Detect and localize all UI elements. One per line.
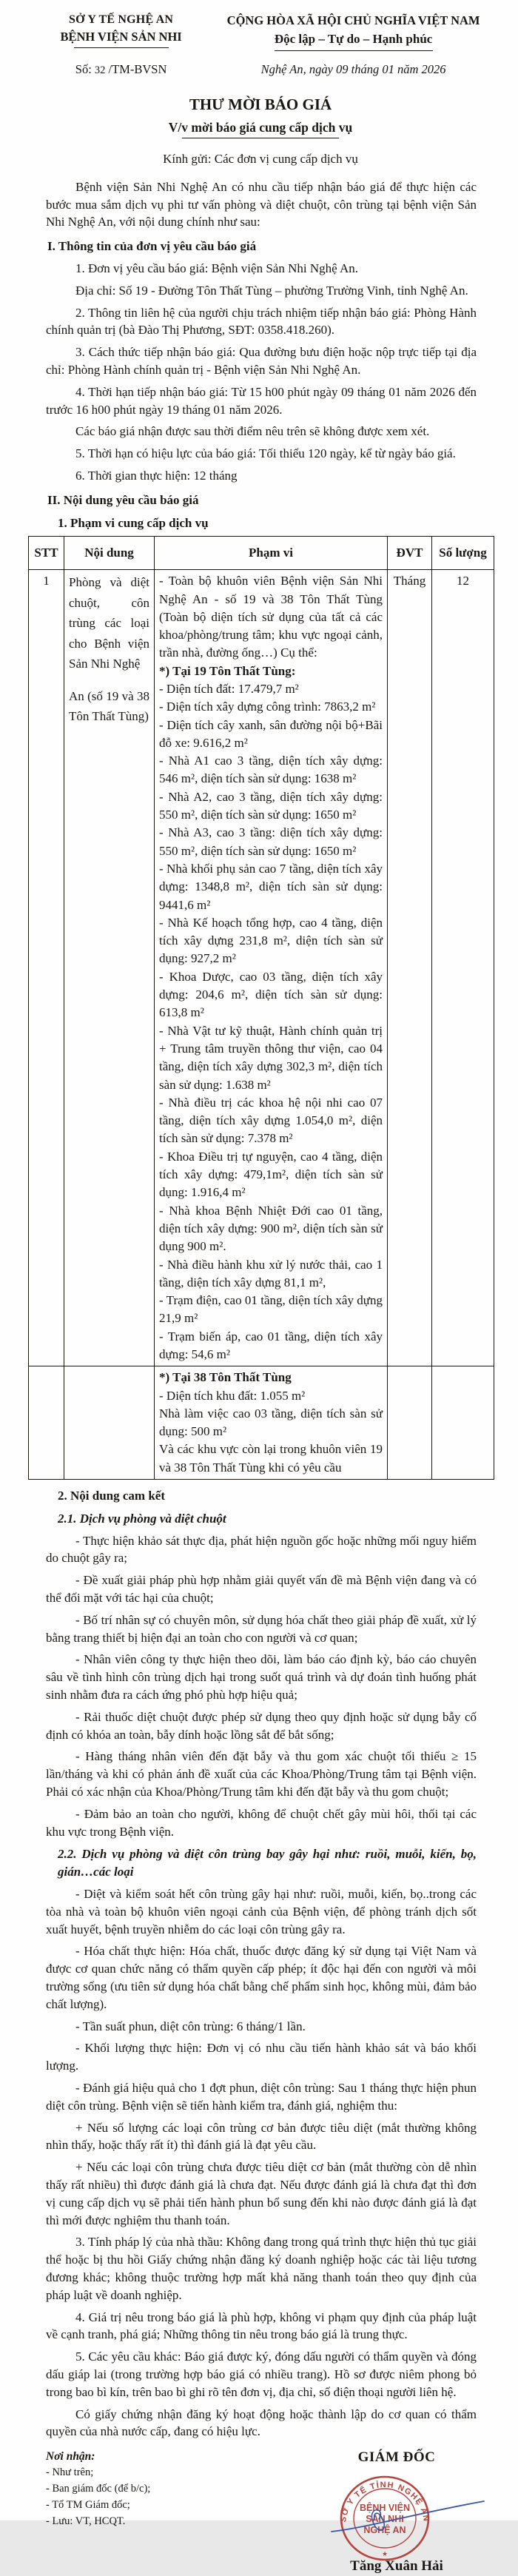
section1-item: 2. Thông tin liên hệ của người chịu trách nhiệm tiếp nhận báo giá: Phòng Hành chính quản trị (bà Đào Thị Phương, SĐT: 0358.418.260). [46, 305, 477, 338]
org-name: BỆNH VIỆN SẢN NHI [60, 30, 182, 44]
scope-line: - Trạm điện, cao 01 tầng, diện tích xây dựng 21,9 m² [159, 1293, 383, 1326]
seal-icon [336, 2472, 434, 2566]
commitments-text [46, 1487, 477, 2441]
s22-item: + Nếu số lượng các loại côn trùng cơ bản được tiêu diệt (mắt thường không nhìn thấy, hoặc thấy rất ít) thì đánh giá là đạt yêu cầu. [46, 2120, 477, 2153]
other-item: Có giấy chứng nhận đăng ký hoạt động hoặc thành lập do cơ quan có thẩm quyền của nhà nước cấp, đang có hiệu lực. [46, 2406, 477, 2439]
scope-line: - Toàn bộ khuôn viên Bệnh viện Sản Nhi Nghệ An - số 19 và 38 Tôn Thất Tùng (Toàn bộ diện tích sử dụng của tất cả các khoa/phòng/trung tâm; khu vực ngoại cảnh, trần nhà, đường ống…) Cụ thể: [159, 574, 383, 660]
s22-heading: 2.2. Dịch vụ phòng và diệt côn trùng bay gây hại như: ruồi, muỗi, kiến, bọ, gián…các loại [58, 1847, 477, 1879]
section1-item: 5. Thời hạn có hiệu lực của báo giá: Tối thiểu 120 ngày, kể từ ngày báo giá. [75, 446, 456, 461]
section1-item: 4. Thời hạn tiếp nhận báo giá: Từ 15 h00 phút ngày 09 tháng 01 năm 2026 đến trước 16 h00 phút ngày 19 tháng 01 năm 2026. [46, 384, 477, 417]
doc-number [28, 61, 214, 78]
cell-quantity-empty [432, 1366, 494, 1480]
s21-item: - Đề xuất giải pháp phù hợp nhằm giải quyết vấn đề mà Bệnh viện đang và có thể đối mặt với tác hại của chuột; [46, 1573, 477, 1606]
national-motto-block [214, 12, 493, 51]
section2-heading: II. Nội dung yêu cầu báo giá [47, 492, 199, 507]
intro-paragraph: Bệnh viện Sản Nhi Nghệ An có nhu cầu tiếp nhận báo giá để thực hiện các bước mua sắm dịch vụ phi tư vấn phòng và diệt chuột, côn trùng tại bệnh viện Sản Nhi Nghệ An, với nội dung chính như sau: [46, 179, 477, 229]
s21-heading: 2.1. Dịch vụ phòng và diệt chuột [58, 1511, 226, 1526]
recipient-item: - Lưu: VT, HCQT. [46, 2515, 126, 2527]
scope-table [28, 536, 494, 1480]
scope-line: Nhà làm việc cao 03 tầng, diện tích sàn sử dụng: 500 m² [159, 1406, 383, 1439]
seal-center-line1: BỆNH VIỆN [359, 2502, 411, 2513]
cell-content-part1: Phòng và diệt chuột, côn trùng các loại cho Bệnh viện Sản Nhi Nghệ [69, 575, 149, 671]
recipients-title: Nơi nhận: [46, 2450, 95, 2463]
scope-line: - Khoa Điều trị tự nguyện, cao 4 tầng, diện tích xây dựng: 479,1m², diện tích sàn sử dụng: 1.916,4 m² [159, 1149, 383, 1200]
scope-line: - Nhà Kế hoạch tổng hợp, cao 4 tầng, diện tích xây dựng 231,8 m², diện tích sàn sử dụng: 927,2 m² [159, 915, 383, 966]
doc-number-suffix: /TM-BVSN [108, 61, 167, 76]
doc-subtitle: V/v mời báo giá cung cấp dịch vụ [168, 119, 353, 135]
body-text [46, 178, 477, 532]
org-underline [74, 47, 169, 48]
other-items [46, 2233, 477, 2441]
recipient-item: - Như trên; [46, 2466, 94, 2479]
cell-stt-empty [29, 1366, 64, 1480]
cell-scope [155, 570, 388, 1366]
s21-item: - Nhân viên công ty thực hiện theo dõi, làm báo cáo định kỳ, báo cáo chuyên sâu về tình hình côn trùng dịch hại trong suốt quá trình và dự đoán tình huống phát sinh nhằm đưa ra cách ứng phó phù hợp hiệu quả; [46, 1652, 477, 1703]
motto-line2: Độc lập – Tự do – Hạnh phúc [274, 32, 433, 47]
scope-table-header-cell: ĐVT [388, 537, 432, 570]
s21-item: - Rải thuốc diệt chuột được phép sử dụng theo quy định hoặc sử dụng bẫy cố định có khóa an toàn, bẫy dính hoặc lồng sắt để bắt sống; [46, 1709, 477, 1742]
cell-unit: Tháng [388, 570, 432, 1366]
scope-line: - Khoa Dược, cao 03 tầng, diện tích xây dựng: 204,6 m², diện tích sàn sử dụng: 613,8 m² [159, 969, 383, 1020]
s21-items [46, 1532, 477, 1841]
motto-line1: CỘNG HÒA XÃ HỘI CHỦ NGHĨA VIỆT NAM [226, 13, 480, 27]
scope-line: - Diện tích xây dựng công trình: 7863,2 m² [159, 700, 376, 714]
section1-items [46, 260, 477, 485]
cell-content-empty [64, 1366, 155, 1480]
s22-item: - Hóa chất thực hiện: Hóa chất, thuốc được đăng ký sử dụng tại Việt Nam và được cơ quan chức năng có thẩm quyền cấp phép; ít độc hại đến con người và môi trường sống (ưu tiên sử dụng hóa chất bằng chế phẩm sinh học, không mùi, đảm bảo chất lượng). [46, 1944, 477, 2011]
seal-star: ★ [381, 2549, 388, 2557]
other-item: 5. Các yêu cầu khác: Báo giá được ký, đóng dấu người có thẩm quyền và đóng dấu giáp lai (trong trường hợp báo giá có nhiều trang). Hồ sơ được niêm phong bỏ trong bao bì kín, trên bao bì ghi rõ tên đơn vị, địa chỉ, số điện thoại người liên hệ. [46, 2349, 477, 2399]
recipients-list [46, 2465, 268, 2529]
signer-title: GIÁM ĐỐC [357, 2449, 436, 2466]
section1-item: Các báo giá nhận được sau thời điểm nêu trên sẽ không được xem xét. [75, 424, 430, 439]
cell-unit-empty [388, 1366, 432, 1480]
section1-heading: I. Thông tin của đơn vị yêu cầu báo giá [47, 239, 257, 254]
scope-table-header-cell: Nội dung [64, 537, 155, 570]
salutation: Kính gửi: Các đơn vị cung cấp dịch vụ [163, 152, 358, 167]
cell-content-part2: An (số 19 và 38 Tôn Thất Tùng) [69, 688, 149, 724]
recipients-block [46, 2448, 268, 2576]
signature-block [303, 2448, 490, 2576]
doc-title-block [28, 94, 493, 138]
s22-items [46, 1885, 477, 2229]
recipient-item: - Ban giám đốc (để b/c); [46, 2483, 151, 2495]
s22-item: - Diệt và kiểm soát hết côn trùng gây hại như: ruồi, muỗi, kiến, bọ..trong các tòa nhà và toàn bộ khuôn viên ngoại cảnh của Bệnh viện, để phòng tránh dịch sốt xuất huyết, bệnh truyền nhiễm do các loại côn trùng gây ra. [46, 1887, 477, 1936]
scope-table-header-cell: STT [29, 537, 64, 570]
other-item: 3. Tính pháp lý của nhà thầu: Không đang trong quá trình thực hiện thủ tục giải thể hoặc bị thu hồi Giấy chứng nhận đăng ký doanh nghiệp hoặc các tài liệu tương đương khác; không thuộc trường hợp mất khả năng thanh toán theo quy định của pháp luật về doanh nghiệp. [46, 2235, 477, 2302]
hospital-seal [336, 2472, 434, 2566]
s22-item: + Nếu các loại côn trùng chưa được tiêu diệt cơ bản (mắt thường còn dễ nhìn thấy rất nhiều) thì được đánh giá là chưa đạt. Nếu được đánh giá là chưa đạt thì đơn vị cung cấp dịch vụ sẽ phải tiến hành phun bổ sung đến khi nào được đánh giá là đạt thì mới được nghiệm thu thanh toán. [46, 2160, 477, 2227]
cell-content [64, 570, 155, 1366]
seal-center-line2: SẢN NHI [366, 2513, 404, 2524]
section1-item: 6. Thời gian thực hiện: 12 tháng [75, 469, 238, 483]
seal-ring-text: SỞ Y TẾ TỈNH NGHỆ AN [339, 2480, 431, 2523]
section2-sub1-heading: 1. Phạm vi cung cấp dịch vụ [58, 515, 209, 530]
document-footer [28, 2448, 493, 2576]
scope-table-header-cell: Phạm vi [155, 537, 388, 570]
s21-item: - Đảm bảo an toàn cho người, không để chuột chết gây mùi hôi, thối tại các khu vực trong Bệnh viện. [46, 1806, 477, 1839]
scope-line: - Diện tích cây xanh, sân đường nội bộ+Bãi đỗ xe: 9.616,2 m² [159, 717, 383, 750]
s21-item: - Bố trí nhân sự có chuyên môn, sử dụng hóa chất theo giải pháp đề xuất, xử lý bằng trang thiết bị hiện đại an toàn cho con người và cơ quan; [46, 1612, 477, 1645]
scope-line: - Nhà khối phụ sản cao 7 tầng, diện tích xây dựng: 1348,8 m², diện tích sàn sử dụng: 9441,6 m² [159, 861, 383, 912]
scope-line: - Diện tích khu đất: 1.055 m² [159, 1388, 306, 1403]
scope-line: *) Tại 38 Tôn Thất Tùng [159, 1370, 292, 1385]
scope-line: - Nhà điều hành khu xử lý nước thải, cao 1 tầng, diện tích xây dựng 81,1 m², [159, 1257, 383, 1289]
scope-line: Và các khu vực còn lại trong khuôn viên 19 và 38 Tôn Thất Tùng khi có yêu cầu [159, 1442, 383, 1475]
s22-item: - Tần suất phun, diệt côn trùng: 6 tháng/1 lần. [75, 2019, 306, 2033]
scope-line: - Nhà Vật tư kỹ thuật, Hành chính quản trị + Trung tâm truyền thông thư viện, cao 04 tầng, diện tích xây dựng 302,3 m², diện tích sàn sử dụng: 1.638 m² [159, 1023, 383, 1092]
doc-number-row [28, 61, 493, 78]
scope-line: - Nhà khoa Bệnh Nhiệt Đới cao 01 tầng, diện tích xây dựng: 900 m², diện tích sàn sử dụng 900 m². [159, 1203, 383, 1254]
s21-item: - Thực hiện khảo sát thực địa, phát hiện nguồn gốc hoặc những mối nguy hiểm do chuột gây ra; [46, 1533, 477, 1566]
recipient-item: - Tổ TM Giám đốc; [46, 2498, 130, 2511]
signer-name: Tăng Xuân Hải [350, 2557, 443, 2574]
scope-line: - Nhà A1 cao 3 tầng, diện tích xây dựng: 546 m², diện tích sàn sử dụng: 1638 m² [159, 754, 383, 786]
doc-title: THƯ MỜI BÁO GIÁ [189, 95, 332, 114]
s22-item: - Khối lượng thực hiện: Đơn vị có nhu cầu tiến hành khảo sát và báo khối lượng. [46, 2041, 477, 2073]
scope-line: - Diện tích đất: 17.479,7 m² [159, 682, 299, 696]
scope-line: - Nhà A2, cao 3 tầng, diện tích xây dựng: 550 m², diện tích sàn sử dụng: 1650 m² [159, 789, 383, 822]
s21-item: - Hàng tháng nhân viên đến đặt bẫy và thu gom xác chuột tối thiểu ≥ 15 lần/tháng và khi có phản ánh đề xuất của các Khoa/Phòng/Trung tâm tại Bệnh viện. Phải có xác nhận của Khoa/Phòng/Trung tâm khi đến đặt bẫy và thu gom chuột; [46, 1749, 477, 1799]
s22-item: - Đánh giá hiệu quả cho 1 đợt phun, diệt côn trùng: Sau 1 tháng thực hiện phun diệt côn trùng. Bệnh viện sẽ tiến hành kiểm tra, đánh giá, nghiệm thu: [46, 2080, 477, 2113]
section1-item: Địa chỉ: Số 19 - Đường Tôn Thất Tùng – phường Trường Vinh, tỉnh Nghệ An. [75, 283, 468, 298]
commitments-heading: 2. Nội dung cam kết [58, 1489, 165, 1503]
scope-table-row-1 [29, 570, 494, 1366]
other-item: 4. Giá trị nêu trong báo giá là phù hợp, không vi phạm quy định của pháp luật về cạnh tranh, phá giá; Những thông tin nêu trong báo giá là trung thực. [46, 2310, 477, 2342]
doc-number-label: Số: [75, 61, 92, 76]
cell-stt: 1 [29, 570, 64, 1366]
parent-dept: SỞ Y TẾ NGHỆ AN [69, 13, 174, 26]
scope-table-header-row [29, 537, 494, 570]
cell-quantity: 12 [432, 570, 494, 1366]
scope-line: - Nhà điều trị các khoa hệ nội nhi cao 07 tầng, diện tích xây dựng 1.054,0 m², diện tích sàn sử dụng: 7.378 m² [159, 1095, 383, 1146]
document-header [28, 12, 493, 51]
doc-number-value: 32 [94, 64, 106, 76]
motto-underline [275, 50, 433, 51]
scope-line: - Nhà A3, cao 3 tầng: diện tích xây dựng: 550 m², diện tích sàn sử dụng: 1650 m² [159, 825, 383, 858]
scope-line: *) Tại 19 Tôn Thất Tùng: [159, 663, 296, 678]
cell-scope-2 [155, 1366, 388, 1480]
scope-table-header-cell: Số lượng [432, 537, 494, 570]
scope-table-row-2 [29, 1366, 494, 1480]
issuing-org-block [28, 12, 214, 48]
section1-item: 3. Cách thức tiếp nhận báo giá: Qua đường bưu điện hoặc nộp trực tiếp tại địa chỉ: Phòng Hành chính quản trị - Bệnh viện Sản Nhi Nghệ An. [46, 345, 477, 378]
scope-line: - Trạm biến áp, cao 01 tầng, diện tích xây dựng: 54,6 m² [159, 1329, 383, 1361]
section1-item: 1. Đơn vị yêu cầu báo giá: Bệnh viện Sản Nhi Nghệ An. [75, 261, 358, 276]
doc-date-line: Nghệ An, ngày 09 tháng 01 năm 2026 [260, 61, 446, 76]
seal-center-line3: NGHỆ AN [363, 2524, 406, 2535]
